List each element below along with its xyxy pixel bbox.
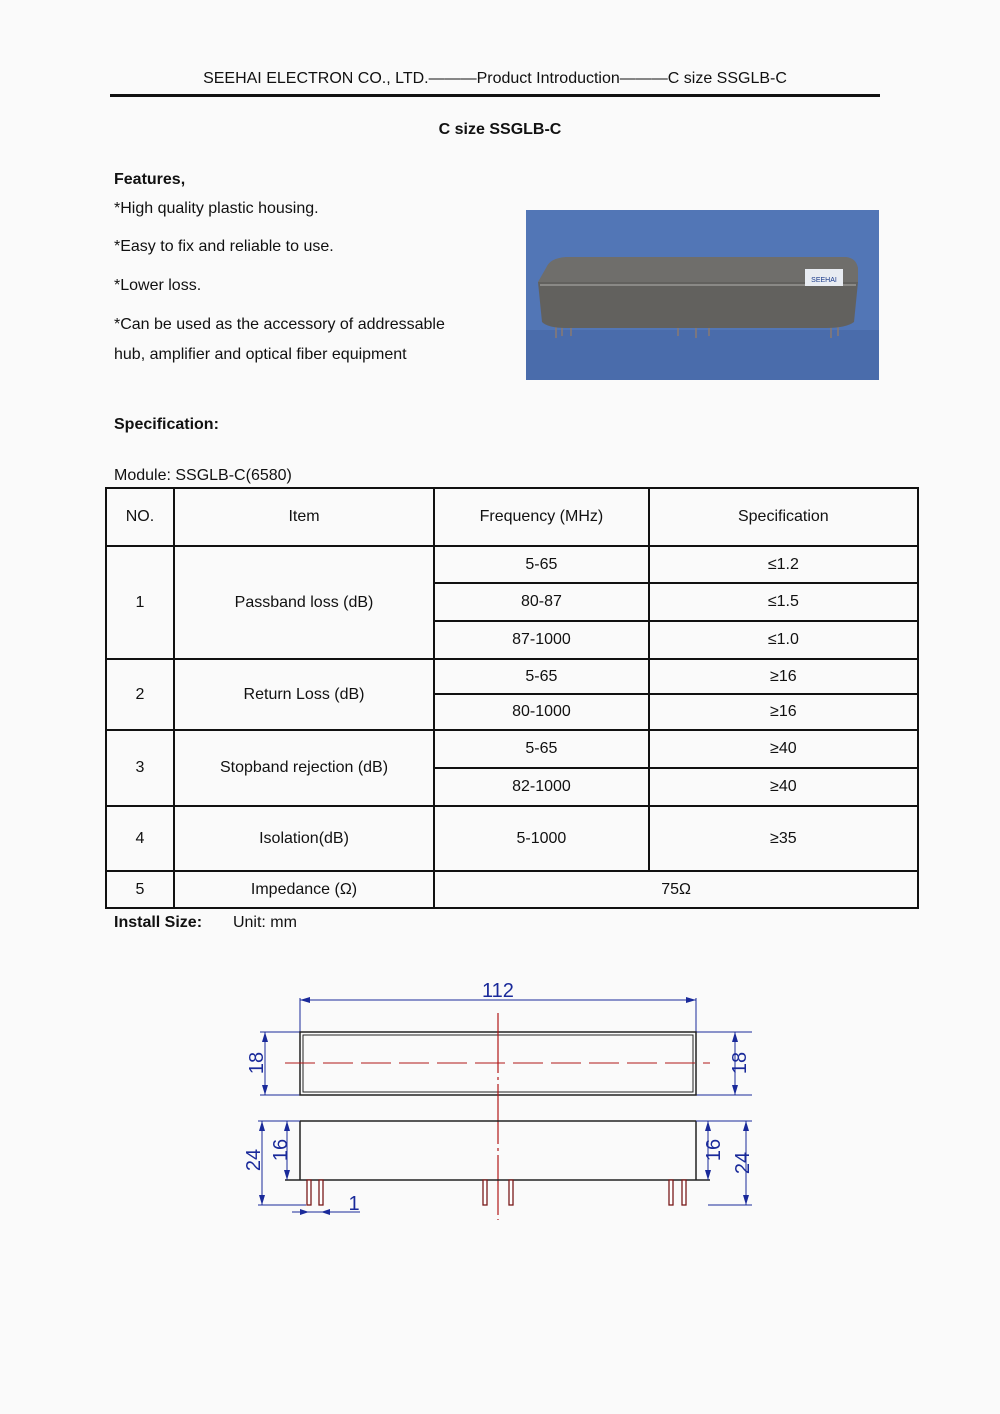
specification-heading: Specification: [114,416,219,433]
frequency-cell: 80-87 [434,583,648,621]
frequency-cell: 5-65 [434,730,648,768]
dimension-drawing [230,970,770,1230]
page-header: SEEHAI ELECTRON CO., LTD.———Product Introduction———C size SSGLB-C [203,70,787,87]
spec-cell: ≥35 [649,806,918,871]
dimension-pin-width: 1 [348,1193,360,1215]
frequency-cell: 5-1000 [434,806,648,871]
feature-item: *High quality plastic housing. [114,200,319,217]
install-size-line [114,914,297,932]
dimension-height-total-left: 24 [243,1148,265,1172]
row-number: 4 [106,806,174,871]
spec-cell: ≥16 [649,659,918,694]
table-row [106,546,918,583]
feature-item: hub, amplifier and optical fiber equipment [114,346,407,363]
dimension-length: 112 [482,980,514,1002]
row-item: Impedance (Ω) [174,871,434,908]
frequency-cell: 80-1000 [434,694,648,730]
install-unit: Unit: mm [232,914,297,931]
dimension-height-total-right: 24 [732,1151,754,1175]
row-item: Isolation(dB) [174,806,434,871]
row-number: 1 [106,546,174,659]
spec-cell: ≥40 [649,768,918,806]
row-number: 5 [106,871,174,908]
product-photo [526,210,879,380]
install-size-label: Install Size: [114,914,203,931]
dimension-width-right: 18 [729,1051,751,1075]
table-row [106,659,918,694]
column-header-specification: Specification [649,488,918,546]
spec-cell: ≥40 [649,730,918,768]
row-number: 3 [106,730,174,806]
dimension-height-body-left: 16 [270,1138,292,1162]
feature-item: *Can be used as the accessory of addressable [114,316,445,333]
table-row [106,871,918,908]
spec-cell: ≤1.2 [649,546,918,583]
spec-cell: ≤1.5 [649,583,918,621]
column-header-item: Item [174,488,434,546]
svg-text:SEEHAI: SEEHAI [811,277,837,284]
row-number: 2 [106,659,174,730]
frequency-cell: 5-65 [434,546,648,583]
spec-cell: ≤1.0 [649,621,918,659]
frequency-cell: 87-1000 [434,621,648,659]
table-header-row [106,488,918,546]
spec-cell: ≥16 [649,694,918,730]
header-rule [110,94,880,97]
features-heading: Features, [114,171,186,188]
column-header-no: NO. [106,488,174,546]
table-row [106,730,918,768]
feature-item: *Lower loss. [114,277,202,294]
row-item: Return Loss (dB) [174,659,434,730]
dimension-width-left: 18 [246,1051,268,1075]
frequency-cell: 5-65 [434,659,648,694]
frequency-cell: 82-1000 [434,768,648,806]
merged-value-cell: 75Ω [434,871,918,908]
feature-item: *Easy to fix and reliable to use. [114,238,334,255]
table-row [106,806,918,871]
page-title: C size SSGLB-C [438,121,562,138]
dimension-height-body-right: 16 [703,1138,725,1162]
row-item: Passband loss (dB) [174,546,434,659]
specification-table [105,487,919,909]
column-header-frequency: Frequency (MHz) [434,488,648,546]
filter-module-image [526,210,879,380]
row-item: Stopband rejection (dB) [174,730,434,806]
module-label: Module: SSGLB-C(6580) [114,467,292,484]
